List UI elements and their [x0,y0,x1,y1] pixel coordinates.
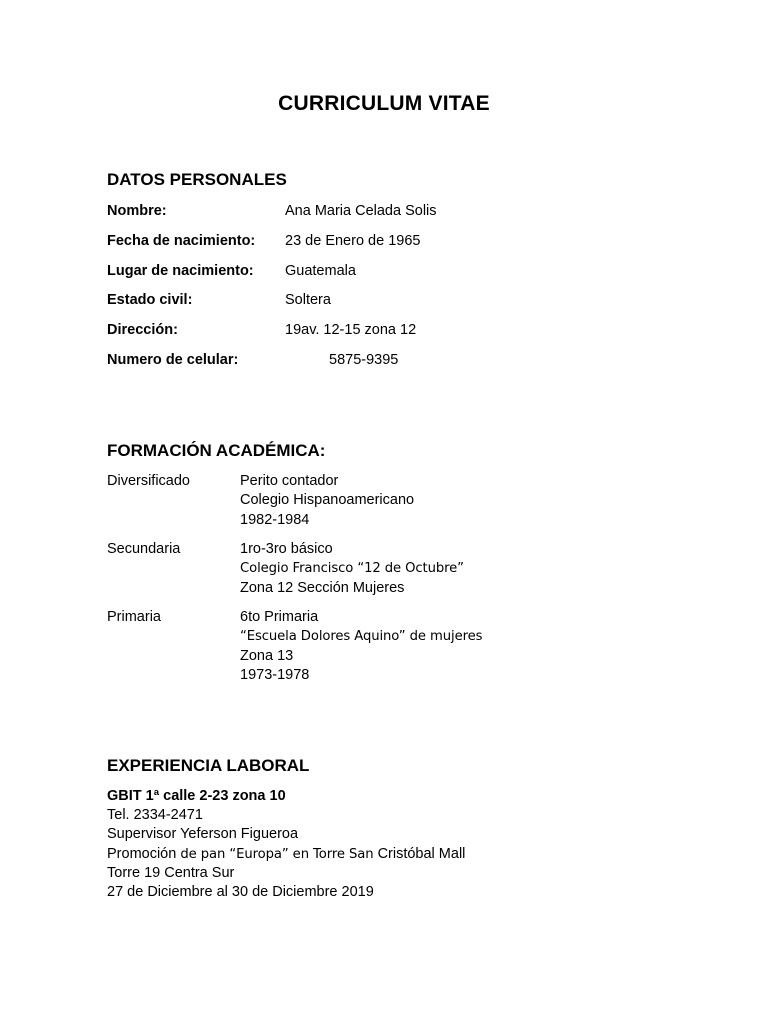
education-line: Perito contador [240,473,339,489]
section-heading-education: FORMACIÓN ACADÉMICA: [107,441,326,460]
job-dates: 27 de Diciembre al 30 de Diciembre 2019 [107,884,374,901]
job-entry [107,787,465,902]
job-promotion [107,845,465,864]
education-line: Colegio Hispanoamericano [240,492,415,509]
job-supervisor: Supervisor Yeferson Figueroa [107,826,299,843]
education-details [240,472,414,530]
section-heading-personal: DATOS PERSONALES [107,170,287,189]
field-label: Lugar de nacimiento: [107,263,254,279]
field-label: Estado civil: [107,292,193,308]
education-line: Zona 12 Sección Mujeres [240,579,405,596]
field-label: Numero de celular: [107,352,239,368]
education-line: “Escuela Dolores Aquino” de mujeres [240,629,483,645]
field-value: 19av. 12-15 zona 12 [285,322,417,338]
education-line: 1973-1978 [240,666,310,683]
education-level: Diversificado [107,473,190,489]
job-promotion-part: de pan “Europa” en Torre San [176,846,378,862]
education-line: 1982-1984 [240,511,310,528]
field-value: Soltera [285,292,331,308]
job-title: GBIT 1ª calle 2-23 zona 10 [107,788,286,804]
field-value: 5875-9395 [329,352,399,368]
education-level: Primaria [107,609,161,625]
education-line: 1ro-3ro básico [240,541,333,557]
education-line: Colegio Francisco “12 de Octubre” [240,561,464,577]
education-line: Zona 13 [240,647,294,664]
job-phone: Tel. 2334-2471 [107,807,203,824]
education-line: 6to Primaria [240,609,319,625]
job-location: Torre 19 Centra Sur [107,864,235,881]
job-promotion-part: Cristóbal Mall [377,845,466,862]
section-heading-experience: EXPERIENCIA LABORAL [107,756,310,775]
field-value: 23 de Enero de 1965 [285,233,421,249]
field-value: Ana Maria Celada Solis [285,203,437,219]
field-value: Guatemala [285,263,356,279]
field-label: Dirección: [107,322,178,338]
field-label: Fecha de nacimiento: [107,233,256,249]
page-title: CURRICULUM VITAE [278,92,490,115]
field-label: Nombre: [107,203,167,219]
education-details [240,608,482,685]
education-details [240,540,464,598]
education-level: Secundaria [107,541,181,557]
job-promotion-part: Promoción [107,845,177,862]
